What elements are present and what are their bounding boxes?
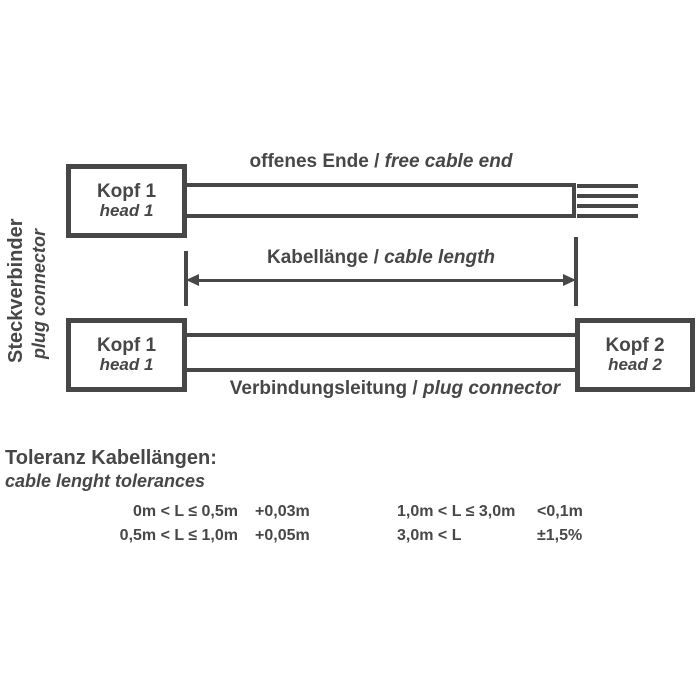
dimension-line <box>193 279 569 282</box>
dimension-arrow-right <box>563 274 576 286</box>
head2-label-en: head 2 <box>608 355 662 375</box>
wire-strand <box>577 204 638 208</box>
side-label-german: Steckverbinder <box>5 218 27 363</box>
head1-box-top <box>66 164 187 238</box>
tolerance-range: 1,0m < L ≤ 3,0m <box>397 503 516 520</box>
tolerance-subtitle: cable lenght tolerances <box>5 471 206 491</box>
open-end-caption-de: offenes Ende / <box>249 151 385 172</box>
wire-strand <box>577 184 638 188</box>
dimension-tick-right <box>574 237 578 306</box>
connector-cable-line-top <box>187 333 575 337</box>
wire-strand <box>577 214 638 218</box>
head1-top-label-en: head 1 <box>99 201 154 221</box>
tolerance-range: 3,0m < L <box>397 527 462 544</box>
connector-caption-de: Verbindungsleitung / <box>229 378 423 399</box>
tolerance-value: +0,03m <box>255 503 310 520</box>
cable-body <box>186 183 576 218</box>
tolerance-value: <0,1m <box>537 503 583 520</box>
cable-length-caption-de: Kabellänge / <box>266 247 385 268</box>
open-end-caption-en: free cable end <box>384 151 513 172</box>
connector-caption <box>196 378 594 400</box>
tolerance-value: ±1,5% <box>537 527 583 544</box>
head1-bottom-label-de: Kopf 1 <box>96 334 157 356</box>
dimension-arrow-left <box>186 274 199 286</box>
cable-length-caption-en: cable length <box>384 247 496 268</box>
cable-length-caption <box>186 247 576 269</box>
head1-bottom-label-en: head 1 <box>99 355 154 375</box>
wire-strand <box>577 194 638 198</box>
tolerance-range: 0m < L ≤ 0,5m <box>133 503 238 520</box>
head1-box-bottom <box>66 318 187 392</box>
tolerance-value: +0,05m <box>255 527 310 544</box>
head2-label-de: Kopf 2 <box>605 334 665 356</box>
tolerance-title: Toleranz Kabellängen: <box>5 447 217 469</box>
connector-cable-line-bottom <box>187 368 575 372</box>
connector-caption-en: plug connector <box>422 378 561 399</box>
tolerance-range: 0,5m < L ≤ 1,0m <box>119 527 238 544</box>
side-label-english: plug connector <box>29 229 49 359</box>
head1-top-label-de: Kopf 1 <box>96 180 157 202</box>
open-end-caption <box>186 151 576 173</box>
